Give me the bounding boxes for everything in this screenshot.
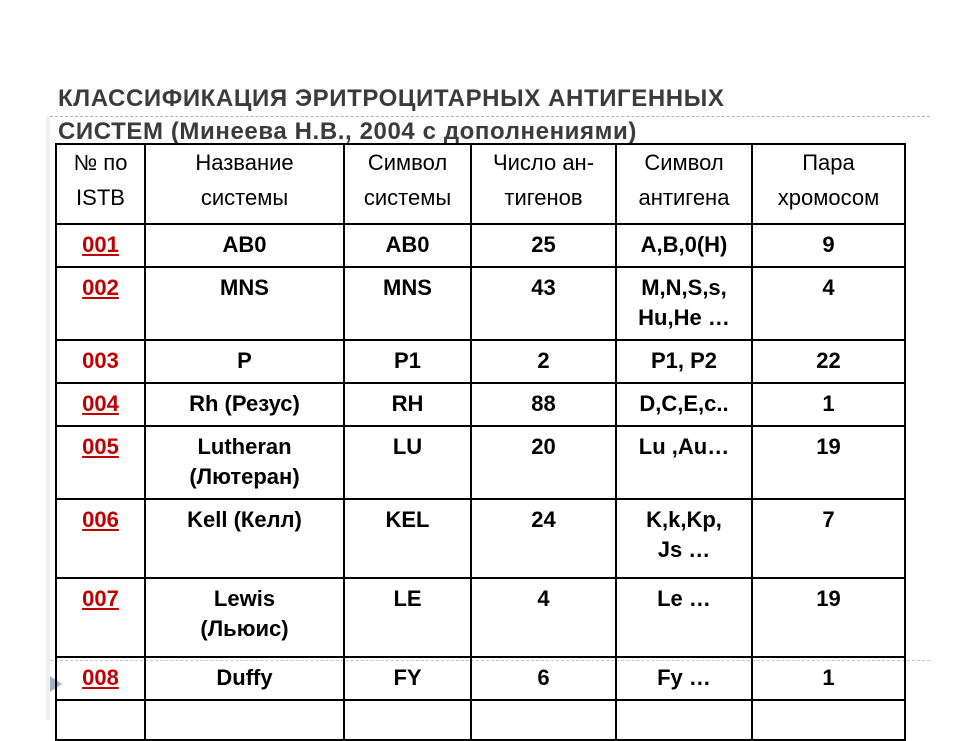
system-name: P: [145, 340, 344, 383]
table-row: [56, 224, 905, 267]
table-row: [56, 700, 905, 740]
empty-cell: [56, 700, 145, 740]
header-cell: Число ан- тигенов: [471, 144, 616, 224]
slide-left-accent: [46, 116, 50, 720]
system-symbol: KEL: [344, 499, 471, 578]
system-symbol: LE: [344, 578, 471, 657]
chromosome-pair: 19: [752, 426, 905, 499]
empty-cell: [752, 700, 905, 740]
system-number: 003: [56, 340, 145, 383]
table-header-row: [56, 144, 905, 224]
system-symbol: AB0: [344, 224, 471, 267]
antigen-count: 2: [471, 340, 616, 383]
table-row: [56, 499, 905, 578]
empty-cell: [145, 700, 344, 740]
system-number-link[interactable]: 002: [56, 267, 145, 340]
system-number-link[interactable]: 007: [56, 578, 145, 657]
table-row: [56, 340, 905, 383]
chromosome-pair: 4: [752, 267, 905, 340]
antigen-systems-table: [55, 143, 906, 741]
header-cell: Пара хромосом: [752, 144, 905, 224]
system-symbol: RH: [344, 383, 471, 426]
empty-cell: [616, 700, 752, 740]
antigen-symbol: D,C,E,c..: [616, 383, 752, 426]
system-name: AB0: [145, 224, 344, 267]
system-name: MNS: [145, 267, 344, 340]
antigen-count: 6: [471, 657, 616, 700]
antigen-count: 4: [471, 578, 616, 657]
empty-cell: [344, 700, 471, 740]
antigen-count: 88: [471, 383, 616, 426]
system-number-link[interactable]: 004: [56, 383, 145, 426]
chromosome-pair: 1: [752, 383, 905, 426]
system-number-link[interactable]: 006: [56, 499, 145, 578]
antigen-symbol: P1, P2: [616, 340, 752, 383]
system-symbol: MNS: [344, 267, 471, 340]
system-name: Kell (Келл): [145, 499, 344, 578]
system-number-link[interactable]: 005: [56, 426, 145, 499]
slide-title-line2: СИСТЕМ (Минеева Н.В., 2004 с дополнениями): [58, 118, 637, 145]
chromosome-pair: 19: [752, 578, 905, 657]
antigen-count: 24: [471, 499, 616, 578]
antigen-count: 20: [471, 426, 616, 499]
table-row: [56, 383, 905, 426]
system-name: Lewis (Льюис): [145, 578, 344, 657]
slide-title: [58, 82, 918, 148]
system-symbol: P1: [344, 340, 471, 383]
table-row: [56, 267, 905, 340]
system-name: Duffy: [145, 657, 344, 700]
system-symbol: FY: [344, 657, 471, 700]
antigen-symbol: Le …: [616, 578, 752, 657]
antigen-symbol: Lu ,Au…: [616, 426, 752, 499]
antigen-symbol: Fy …: [616, 657, 752, 700]
system-number-link[interactable]: 001: [56, 224, 145, 267]
chromosome-pair: 9: [752, 224, 905, 267]
antigen-symbol: K,k,Kp, Js …: [616, 499, 752, 578]
antigen-symbol: A,B,0(H): [616, 224, 752, 267]
antigen-symbol: M,N,S,s, Hu,He …: [616, 267, 752, 340]
table-row: [56, 426, 905, 499]
chromosome-pair: 1: [752, 657, 905, 700]
slide-title-line1: КЛАССИФИКАЦИЯ ЭРИТРОЦИТАРНЫХ АНТИГЕННЫХ: [58, 85, 725, 112]
system-name: Rh (Резус): [145, 383, 344, 426]
antigen-count: 25: [471, 224, 616, 267]
title-divider: [50, 116, 930, 117]
empty-cell: [471, 700, 616, 740]
header-cell: № по ISTB: [56, 144, 145, 224]
chromosome-pair: 22: [752, 340, 905, 383]
header-cell: Символ системы: [344, 144, 471, 224]
header-cell: Символ антигена: [616, 144, 752, 224]
system-number-link[interactable]: 008: [56, 657, 145, 700]
header-cell: Название системы: [145, 144, 344, 224]
antigen-count: 43: [471, 267, 616, 340]
table-row: [56, 578, 905, 657]
system-symbol: LU: [344, 426, 471, 499]
table-row: [56, 657, 905, 700]
system-name: Lutheran (Лютеран): [145, 426, 344, 499]
chromosome-pair: 7: [752, 499, 905, 578]
